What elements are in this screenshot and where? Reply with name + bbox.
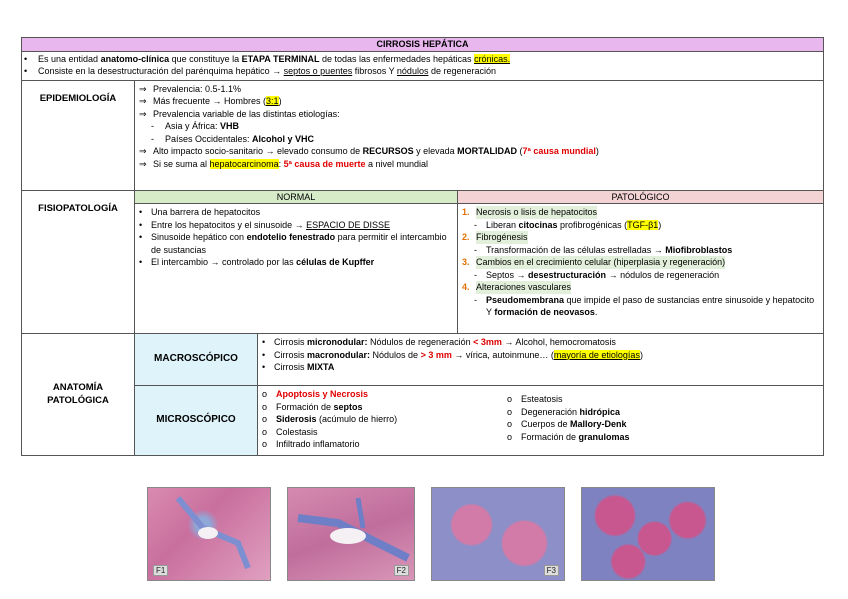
normal-header: NORMAL xyxy=(135,190,458,204)
microscopico-label: MICROSCÓPICO xyxy=(135,386,258,456)
intro xyxy=(22,51,824,80)
epidemiologia-content: ⇒ Prevalencia: 0.5-1.1% ⇒ Más frecuente → Hombres (3:1) ⇒ Prevalencia variable de las distintas etiologías: - Asia y África: VHB - Países Occidentales: Alcohol y VHC ⇒ Alto impacto socio-sanitario → elevado consumo de RECURSOS y elevada MORTALIDAD (7ª causa mundial) ⇒ Si se suma al hepatocarcinoma: 5ª causa de muerte a nivel mundial xyxy=(135,80,824,190)
histology-image-f2 xyxy=(287,487,415,581)
image-label: F1 xyxy=(153,565,168,576)
intro-item: • Es una entidad anatomo-clínica que constituye la ETAPA TERMINAL de todas las enfermedades hepáticas crónicas. xyxy=(24,53,511,64)
anatomia-label: ANATOMÍA PATOLÓGICA xyxy=(22,334,135,456)
fisiopatologia-label: FISIOPATOLOGÍA xyxy=(22,190,135,334)
patologico-header: PATOLÓGICO xyxy=(458,190,824,204)
intro-item: • Consiste en la desestructuración del parénquima hepático → septos o puentes fibrosos Y nódulos de regeneración xyxy=(24,66,497,76)
image-label: F3 xyxy=(544,565,559,576)
normal-content: • Una barrera de hepatocitos • Entre los hepatocitos y el sinusoide → ESPACIO DE DISSE • Sinusoide hepático con endotelio fenestrado para permitir el intercambio de sustancias • El intercambio → controlado por las células de Kupffer xyxy=(135,204,458,334)
cirrosis-table xyxy=(21,37,824,456)
histology-image-f4 xyxy=(581,487,715,581)
epidemiologia-label: EPIDEMIOLOGÍA xyxy=(22,80,135,190)
page-title: CIRROSIS HEPÁTICA xyxy=(22,38,824,52)
macroscopico-content: • Cirrosis micronodular: Nódulos de regeneración < 3mm → Alcohol, hemocromatosis • Cirrosis macronodular: Nódulos de > 3 mm → vírica, autoinmune… (mayoría de etiologías) • Cirrosis MIXTA xyxy=(258,334,824,386)
patologico-content: 1. Necrosis o lisis de hepatocitos - Liberan citocinas profibrogénicas (TGF-β1) 2. Fibrogénesis - Transformación de las células estrelladas → Miofibroblastos 3. Cambios en el crecimiento celular (hiperplasia y regeneración) - Septos → desestructuración → nódulos de regeneración 4. Alteraciones vasculares - Pseudomembrana que impide el paso de sustancias entre sinusoide y hepatocito Y formación de neovasos. xyxy=(458,204,824,334)
histology-image-f1 xyxy=(147,487,271,581)
image-label: F2 xyxy=(394,565,409,576)
macroscopico-label: MACROSCÓPICO xyxy=(135,334,258,386)
histology-image-f3 xyxy=(431,487,565,581)
document xyxy=(21,37,823,456)
microscopico-content: o Apoptosis y Necrosis o Formación de septos o Siderosis (acúmulo de hierro) o Colestasis o Infiltrado inflamatorio o Esteatosis o Degeneración hidrópica o Cuerpos de Mallory-Denk o Formación de granulomas xyxy=(258,386,824,456)
